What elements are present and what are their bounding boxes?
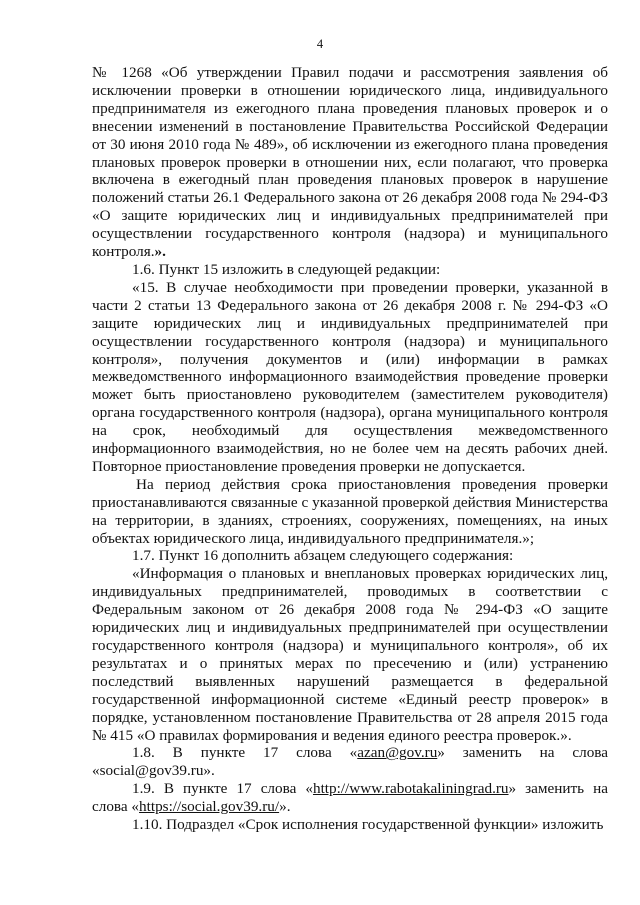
item-1-8-text-end: » заменить на слова «social@gov39.ru».	[92, 744, 609, 780]
item-1-10: 1.10. Подраздел «Срок исполнения государственной функции» изложить	[132, 816, 604, 834]
page-number: 4	[316, 37, 324, 51]
url-link-rabotakaliningrad[interactable]: http://www.rabotakaliningrad.ru	[312, 780, 509, 798]
item-1-9	[92, 780, 608, 816]
item-15-text: «15. В случае необходимости при проведении проверки, указанной в части 2 статьи 13 Федерального закона от 26 декабря 2008 г. № 294-ФЗ «О защите юридических лиц и индивидуальных предпринимателей при осуществлении государственного контроля (надзора) и муниципального контроля», получения документов и (или) информации в рамках межведомственного информационного взаимодействия проведение проверки может быть приостановлено руководителем (заместителем руководителя) органа государственного контроля (надзора), органа муниципального контроля на срок, необходимый для осуществления межведомственного информационного взаимодействия, но не более чем на десять рабочих дней. Повторное приостановление проведения проверки не допускается.	[92, 278, 608, 475]
item-1-8	[92, 744, 608, 780]
item-1-7: 1.7. Пункт 16 дополнить абзацем следующего содержания:	[132, 547, 514, 565]
closing-quote: ».	[154, 243, 166, 261]
paragraph-continuation	[92, 64, 608, 261]
document-body	[92, 64, 608, 834]
item-16-addition: «Информация о плановых и внеплановых проверках юридических лиц, индивидуальных предпринимателей, проводимых в соответствии с Федеральным законом от 26 декабря 2008 года № 294-ФЗ «О защите юридических лиц и индивидуальных предпринимателей при осуществлении государственного контроля (надзора) и муниципального контроля», об их результатах и о принятых мерах по пресечению и (или) устранению последствий выявленных нарушений размещается в федеральной государственной информационной системе «Единый реестр проверок» в порядке, установленном постановление Правительства от 28 апреля 2015 года № 415 «О правилах формирования и ведения единого реестра проверок.».	[92, 565, 608, 744]
paragraph-text: № 1268 «Об утверждении Правил подачи и рассмотрения заявления об исключении проверки в отношении юридического лица, индивидуального предпринимателя из ежегодного плана проведения плановых проверок и о внесении изменений в постановление Правительства Российской Федерации от 30 июня 2010 года № 489», об исключении из ежегодного плана проведения плановых проверок проверки в отношении них, если полагают, что проверка включена в ежегодный план проведения плановых проверок в нарушение положений статьи 26.1 Федерального закона от 26 декабря 2008 года № 294-ФЗ «О защите юридических лиц и индивидуальных предпринимателей при осуществлении государственного контроля (надзора) и муниципального контроля.	[92, 64, 608, 261]
suspension-paragraph: На период действия срока приостановления проведения проверки приостанавливаются связанные с указанной проверкой действия Министерства на территории, в зданиях, строениях, сооружениях, помещениях, на иных объектах юридического лица, индивидуального предпринимателя.»;	[92, 475, 608, 547]
email-link-azan[interactable]: azan@gov.ru	[357, 744, 438, 762]
item-1-8-text: 1.8. В пункте 17 слова «	[132, 744, 358, 762]
item-1-9-text-mid: » заменить на слова «	[92, 780, 608, 816]
item-1-6: 1.6. Пункт 15 изложить в следующей редакции:	[132, 260, 441, 278]
url-link-social-gov39[interactable]: https://social.gov39.ru/	[139, 798, 280, 816]
item-1-9-text-end: ».	[279, 798, 291, 816]
item-1-9-text: 1.9. В пункте 17 слова «	[132, 780, 313, 798]
